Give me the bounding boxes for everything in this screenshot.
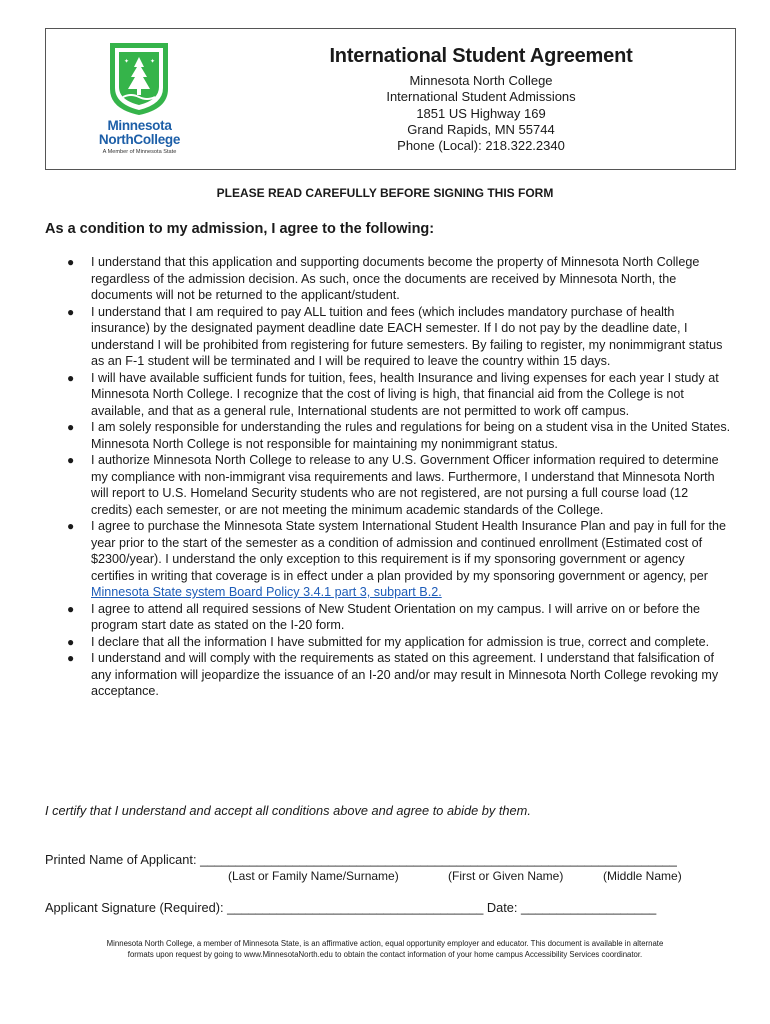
address-block xyxy=(271,73,691,154)
term-text: I authorize Minnesota North College to release to any U.S. Government Officer information required to determine my compliance with non-immigrant visa requirements and laws. Furthermore, I understand that Minnesota North will report to U.S. Homeland Security students who are not registered, are not pursing a full course load (12 credits) each semester, or are not meeting the minimum academic standards of the College. xyxy=(91,453,719,517)
list-item xyxy=(67,518,731,601)
term-text: I understand that this application and supporting documents become the property of Minnesota North College regardless of the admission decision. As such, once the documents are received by Minnesota North, the documents will not be returned to the applicant/student. xyxy=(91,255,700,302)
bullet-icon: ● xyxy=(67,651,75,665)
condition-heading: As a condition to my admission, I agree to the following: xyxy=(45,221,435,237)
list-item xyxy=(67,634,731,651)
bullet-icon: ● xyxy=(67,370,75,385)
list-item xyxy=(67,601,731,634)
college-logo xyxy=(92,39,187,164)
footer-line: formats upon request by going to www.MinnesotaNorth.edu to obtain the contact information of your home campus Accessibility Services coordinator. xyxy=(127,950,643,959)
read-carefully-notice: PLEASE READ CAREFULLY BEFORE SIGNING THIS FORM xyxy=(216,186,554,200)
term-text: I will have available sufficient funds for tuition, fees, health Insurance and living expenses for each year I study at Minnesota North College. I recognize that the cost of living is high, that financial aid from the College is not available, and that as a general rule, International students are not permitted to work off campus. xyxy=(91,370,719,418)
list-item xyxy=(67,650,731,700)
last-name-caption: (Last or Family Name/Surname) xyxy=(228,869,399,883)
list-item xyxy=(67,304,731,370)
logo-tagline: A Member of Minnesota State xyxy=(102,149,177,155)
signature-label: Applicant Signature (Required): xyxy=(45,900,224,915)
term-text: I agree to purchase the Minnesota State system International Student Health Insurance Plan and pay in full for the year prior to the start of the semester as a condition of admission and continued enrollment (Estimated cost of $2300/year). I understand the only exception to this requirement is if my sponsoring government or agency certifies in writing that coverage is in effect under a plan provided by my sponsoring government or agency, per xyxy=(91,519,726,583)
bullet-icon: ● xyxy=(67,519,75,533)
bullet-icon: ● xyxy=(67,304,75,319)
logo-line-2: NorthCollege xyxy=(98,132,181,147)
letterhead-box xyxy=(45,28,736,170)
address-line: Grand Rapids, MN 55744 xyxy=(407,121,555,137)
date-line[interactable]: ___________________ xyxy=(521,900,657,915)
printed-name-line[interactable]: ___________________________________________________________________ xyxy=(200,852,677,867)
term-text: I am solely responsible for understanding the rules and regulations for being on a student visa in the United States. Minnesota North College is not responsible for maintaining my nonimmigrant status. xyxy=(91,420,731,451)
term-text: I declare that all the information I have submitted for my application for admission is true, correct and complete. xyxy=(91,634,710,649)
date-label: Date: xyxy=(486,900,518,915)
logo-line-1: Minnesota xyxy=(107,118,172,133)
terms-list xyxy=(67,254,731,700)
list-item xyxy=(67,370,731,420)
middle-name-caption: (Middle Name) xyxy=(603,869,682,883)
svg-text:✦: ✦ xyxy=(124,58,130,65)
term-text: I understand and will comply with the requirements as stated on this agreement. I understand that falsification of any information will jeopardize the issuance of an I-20 and/or may result in Minnesota North College revoking my acceptance. xyxy=(91,651,719,698)
logo-wordmark xyxy=(92,119,187,147)
printed-name-label: Printed Name of Applicant: xyxy=(45,852,197,867)
bullet-icon: ● xyxy=(67,255,75,269)
address-line: Phone (Local): 218.322.2340 xyxy=(397,138,565,154)
crest-icon xyxy=(106,39,172,117)
board-policy-link[interactable]: Minnesota State system Board Policy 3.4.1 part 3, subpart B.2. xyxy=(91,585,442,599)
bullet-icon: ● xyxy=(67,453,75,467)
signature-row xyxy=(45,900,656,915)
bullet-icon: ● xyxy=(67,420,75,434)
list-item xyxy=(67,254,731,304)
address-line: International Student Admissions xyxy=(386,89,576,105)
list-item xyxy=(67,419,731,452)
footer-disclaimer xyxy=(55,938,715,960)
term-text: I understand that I am required to pay ALL tuition and fees (which includes mandatory purchase of health insurance) by the designated payment deadline date EACH semester. If I do not pay by the deadline date, I understand I will be prohibited from registering for future semesters. By failing to register, my nonimmigrant status as an F-1 student will be terminated and I will be required to leave the country within 15 days. xyxy=(91,304,723,368)
footer-line: Minnesota North College, a member of Minnesota State, is an affirmative action, equal opportunity employer and educator. This document is available in alternate xyxy=(106,939,664,948)
printed-name-field[interactable] xyxy=(45,852,677,867)
first-name-caption: (First or Given Name) xyxy=(448,869,564,883)
svg-text:✦: ✦ xyxy=(150,58,156,65)
bullet-icon: ● xyxy=(67,601,75,616)
address-line: 1851 US Highway 169 xyxy=(416,105,546,121)
address-line: Minnesota North College xyxy=(409,73,553,88)
term-text: I agree to attend all required sessions of New Student Orientation on my campus. I will arrive on or before the program start date as stated on the I-20 form. xyxy=(91,601,701,632)
page-title: International Student Agreement xyxy=(329,45,633,67)
title-block xyxy=(271,45,691,154)
certify-statement: I certify that I understand and accept all conditions above and agree to abide by them. xyxy=(45,803,531,818)
bullet-icon: ● xyxy=(67,634,75,649)
signature-line[interactable]: ____________________________________ xyxy=(227,900,484,915)
list-item xyxy=(67,452,731,518)
